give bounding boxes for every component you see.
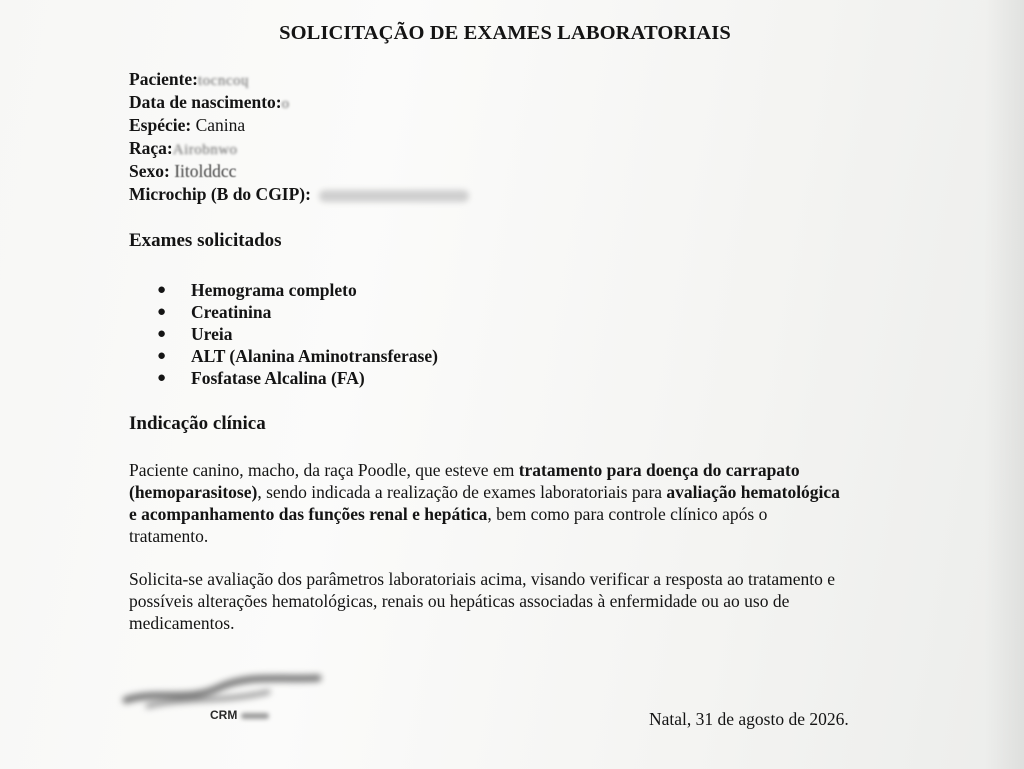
indication-heading: Indicação clínica (129, 413, 266, 434)
exam-item-label: ALT (Alanina Aminotransferase) (191, 346, 438, 366)
exam-item (157, 279, 438, 301)
bullet-icon: ● (157, 304, 167, 320)
microchip-value-redacted (319, 190, 469, 202)
breed-label: Raça: (129, 138, 173, 158)
place-date: Natal, 31 de agosto de 2026. (649, 709, 849, 729)
microchip-label: Microchip (B do CGIP): (129, 184, 311, 204)
indication-text-3: , bem como para controle clínico após o tratamento. (129, 504, 768, 546)
indication-paragraph (129, 459, 849, 547)
indication-bold-2: avaliação hematológica e acompanhamento das funções renal e hepática (129, 482, 840, 524)
patient-name-value: tocncoɥ (198, 73, 249, 89)
exam-item (157, 323, 438, 345)
signature (118, 672, 328, 712)
sex-field (129, 160, 236, 182)
bullet-icon: ● (157, 370, 167, 386)
birth-date-value: o (281, 96, 290, 112)
exams-list (157, 279, 438, 389)
birth-date-label: Data de nascimento: (129, 92, 282, 112)
exam-item-label: Creatinina (191, 302, 272, 322)
sex-label: Sexo: (129, 161, 170, 181)
species-field (129, 114, 245, 136)
exam-item-label: Ureia (191, 324, 233, 344)
exam-item (157, 345, 438, 367)
patient-name-label: Paciente: (129, 69, 198, 89)
exam-item-label: Fosfatase Alcalina (FA) (191, 368, 365, 388)
exams-heading: Exames solicitados (129, 230, 282, 251)
bullet-icon: ● (157, 282, 167, 298)
breed-value: Airobnwo (172, 142, 238, 158)
indication-text-2: , sendo indicada a realização de exames laboratoriais para (257, 482, 667, 502)
bullet-icon: ● (157, 326, 167, 342)
exam-item (157, 301, 438, 323)
indication-text-1: Paciente canino, macho, da raça Poodle, que esteve em (129, 460, 519, 480)
indication-bold-1: tratamento para doença do carrapato (hemoparasitose) (129, 460, 800, 502)
species-value: Canina (191, 115, 246, 135)
species-label: Espécie: (129, 115, 192, 135)
exam-item-label: Hemograma completo (191, 280, 357, 300)
request-paragraph: Solicita-se avaliação dos parâmetros laboratoriais acima, visando verificar a resposta ao tratamento e possíveis alterações hematológicas, renais ou hepáticas associadas à enfermidade ou ao uso de medicamentos. (129, 569, 836, 633)
crm-label: CRM (210, 708, 269, 722)
document-title: SOLICITAÇÃO DE EXAMES LABORATORIAIS (279, 22, 731, 44)
microchip-field (129, 183, 469, 205)
bullet-icon: ● (157, 348, 167, 364)
signature-scribble (118, 672, 328, 712)
sex-value: Iitolddcc (169, 161, 237, 181)
breed-field (129, 137, 238, 161)
patient-name-field (129, 68, 249, 92)
crm-number-redacted (241, 713, 269, 719)
birth-date-field (129, 91, 290, 115)
exam-item (157, 367, 438, 389)
